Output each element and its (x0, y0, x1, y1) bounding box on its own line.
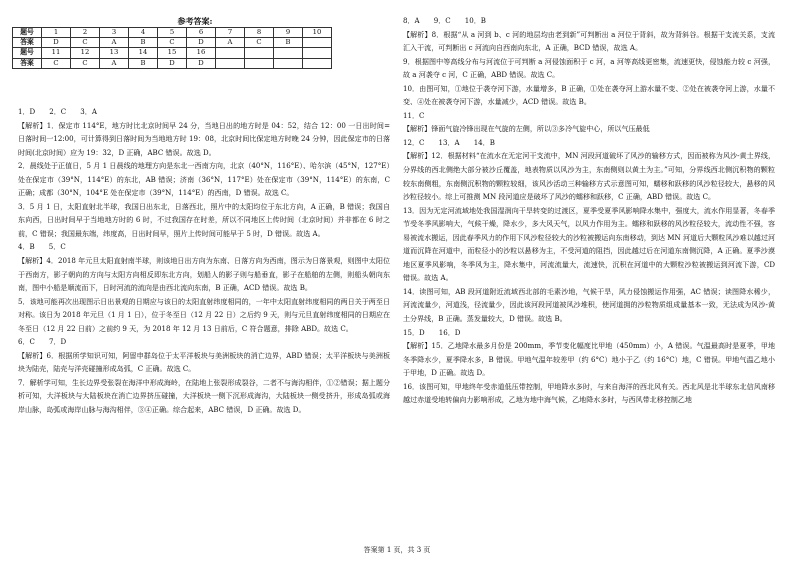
table-cell: 3 (100, 28, 129, 38)
table-cell: C (42, 58, 71, 68)
table-cell: A (216, 38, 245, 48)
row-label: 题号 (13, 28, 42, 38)
table-cell (303, 48, 332, 58)
row-label: 题号 (13, 48, 42, 58)
table-cell (216, 58, 245, 68)
table-cell (303, 58, 332, 68)
analysis-paragraph: 5．该地可能再次出现图示日出景观的日期应与该日的太阳直射纬度相同的，一年中太阳直射纬度相同的两日关于两至日对称。该日为 2018 年元旦（1 月 1 日），位于冬至日（12 月 22 日）之后约 9 天，则与元旦直射纬度相同的日期应在冬至日（12 月 22 日前）之前约 9 天，为 2018 年 12 月 13 日前后，C 符合题意，排除 ABD。故选 C。 (18, 296, 390, 333)
table-cell: A (100, 38, 129, 48)
analysis-paragraph: 7．解析学可知，生长边界受张裂在海洋中形成海岭，在陆地上张裂形成裂谷，二者不与海沟相伴，①②错误；据上题分析可知，大洋板块与大陆板块在消亡边界挤压碰撞，大洋板块一侧下沉形成海沟，大陆板块一侧受挤升，形成岛弧或海岸山脉，岛弧或海岸山脉与海沟相伴，③④正确。综合起来，ABC 错误，D 正确。故选 D。 (18, 377, 390, 415)
answer-line: 6．C 7．D (18, 337, 67, 347)
table-cell: 4 (129, 28, 158, 38)
table-cell: 9 (274, 28, 303, 38)
row-label: 答案 (13, 58, 42, 68)
left-column (18, 105, 390, 417)
analysis-paragraph: 【解析】6．根据所学知识可知，阿留申群岛位于太平洋板块与美洲板块的消亡边界，ABD 错误；太平洋板块与美洲板块为陆壳，陆壳与洋壳碰撞形成岛弧，C 正确。故选 C。 (18, 350, 390, 374)
analysis-paragraph: 3．5 月 1 日，太阳直射北半球，我国日出东北，日落西北，照片中的太阳均位于东北方向，A 正确，B 错误；我国自东向西，日出时间早于当地地方时的 6 时，不过我国存在时差，所以不同地区上传时间（北京时间）并非都在 6 时之前，C 错误；我国最东端，纬度高，日出时间早，照片上传时间可能早于 5 时，D 错误。故选 A。 (18, 201, 390, 238)
table-cell: 2 (71, 28, 100, 38)
table-cell: 8 (245, 28, 274, 38)
table-cell: B (129, 58, 158, 68)
table-cell: C (71, 58, 100, 68)
answer-key-title: 参考答案: (177, 16, 213, 26)
analysis-paragraph: 14．读图可知，AB 段河道附近流域西北部的毛素沙地，气候干旱，风力侵蚀搬运作用强，AC 错误；读图降水稀少，河流流量少，河道浅，径流量少，因此该河段河道被风沙堆积，使河道拥的沙粒物质组成量基本一致，无法成为风沙-黄土分界线，B 正确。蒸发量较大，D 错误。故选 B。 (403, 286, 775, 324)
right-column (403, 14, 775, 407)
table-cell: D (42, 38, 71, 48)
table-cell: B (274, 38, 303, 48)
answer-line: 15．D 16．D (403, 327, 461, 337)
table-cell: D (158, 58, 187, 68)
analysis-paragraph: 13．因为无定河流域地处我国湿润向干旱转变的过渡区，夏季受夏季风影响降水集中，强度大，流水作用显著，冬春季节受冬季风影响大，气候干燥，降水少，多大风天气，以风力作用为主。蠕移和跃移的风沙粒径较大，流动性不强，容易被流水搬运，因此春季风力的作用下风沙粒径较大的沙粒被搬运向东南移动，到达 MN 河道后大颗粒风沙难以越过河道而沉降在河道中，而粒径小的沙粒以悬移为主，不受河道的阻挡，因此越过后在河道东南侧沉降，A 正确。夏季沙漠地区夏季风影响，冬季风为主，降水集中，河流流量大，流速快，沉积在河道中的大颗粒沙粒被搬运到河流下游，CD 错误。故选 A。 (403, 205, 775, 283)
row-label: 答案 (13, 38, 42, 48)
table-cell: 11 (42, 48, 71, 58)
analysis-paragraph: 【解析】4．2018 年元旦太阳直射南半球，则该地日出方向为东南、日落方向为西南，图示为日落景观，则图中太阳位于西南方，影子朝向的方向与太阳方向相反即东北方向，划船人的影子则与船垂直，影子在船舶的左侧，则船头朝向东南，图中小船是顺流而下，日时河流的流向是由西北流向东南，B 正确，ACD 错误。故选 B。 (18, 256, 390, 293)
table-cell: B (129, 38, 158, 48)
table-cell: 10 (303, 28, 332, 38)
table-row (13, 28, 332, 38)
analysis-paragraph: 9．根据图中等高线分布与河流位于可判断 a 河侵蚀面积于 c 河，a 河等高线更密集，流速更快，侵蚀能力较 c 河强，故 a 河袭夺 c 河，C 正确，ABD 错误。故选 C。 (403, 56, 775, 80)
table-cell (245, 58, 274, 68)
table-cell: C (158, 38, 187, 48)
analysis-paragraph: 10．由图可知，①地位于袭夺河下游，水量增多，B 正确，①处在袭夺河上游水量不变、②处在被袭夺河上游，水量不变、④处在被袭夺河下游，水量减少，ACD 错误。故选 B。 (403, 83, 775, 107)
analysis-paragraph: 【解析】15．乙地降水最多月份是 200mm，季节变化幅度比甲地（450mm）小，A 错误。气温最高时是夏季，甲地冬季降水少，夏季降水多，B 错误。甲地气温年较差甲（约 6°C）地小于乙（约 16°C）地，C 错误。甲地气温乙地小于甲地，D 正确。故选 D。 (403, 341, 775, 378)
analysis-paragraph: 【解析】8．根据“从 a 河到 b、c 河的地层均由老到新”可判断出 a 河位于背斜，故为背斜谷。根据干支流关系，支流汇入干流，可判断出 c 河流向自西南向东北，A 正确，BCD 错误，故选 A。 (403, 29, 775, 53)
table-cell: A (100, 58, 129, 68)
table-row (13, 58, 332, 68)
table-cell (274, 48, 303, 58)
answer-line: 12．C 13．A 14．B (403, 137, 495, 147)
table-cell (216, 48, 245, 58)
answer-line: 4．B 5．C (18, 242, 66, 252)
table-cell: 6 (187, 28, 216, 38)
analysis-paragraph: 【解析】1．保定市 114°E，地方时比北京时间早 24 分，当地日出的地方时是 04：52，结合 12：00 一日出时间=日落时间一12:00，可计算得到日落时间为当地地方时 19：08，北京时间比保定地方时晚 24 分钟，因此保定市的日落时间(北京时间）应为 19：32，D 正确，ABC 错误。故选 D。 (18, 120, 390, 157)
analysis-paragraph: 2．晨线处于正值日，5 月 1 日晨线的地理方向是东北一西南方向，北京（40°N，116°E）、哈尔滨（45°N，127°E）处在保定市（39°N，114°E）的东北，AB 错误；济南（36°N，117°E）处在保定市（39°N，114°E）的东南，C 正确；成都（30°N，104°E 处在保定市（39°N，114°E）的西南，D 错误。故选 C。 (18, 161, 390, 198)
table-cell (303, 38, 332, 48)
analysis-paragraph: 【解析】锋面气旋冷锋出现在气旋的左侧，所以③多冷气旋中心，所以气压最低 (403, 124, 650, 134)
answer-line: 8．A 9．C 10．B (403, 16, 486, 25)
page-footer: 答案第 1 页，共 3 页 (363, 546, 431, 554)
analysis-paragraph: 【解析】12．根据材料“在流水在无定河干支流中，MN 河段河道破坏了风沙的输移方式，因而被称为风沙-黄土界线，分界线的西北侧绝大部分被沙丘覆盖，地表物质以风沙为主，东南侧则以黄土为主。”可知，分界线西北侧沉积物的颗粒较东南侧粗，东南侧沉积物的颗粒较细，该风沙活动三种输移方式示意图可知，蠕移和跃移的风沙粒径较大，悬移的风沙粒径较小。综上可推测 MN 段河道应是破坏了风沙的蠕移和跃移，C 正确，ABD 错误。故选 C。 (403, 151, 775, 202)
table-cell: C (245, 38, 274, 48)
table-cell (274, 58, 303, 68)
table-row (13, 48, 332, 58)
table-cell: 14 (129, 48, 158, 58)
table-cell: 1 (42, 28, 71, 38)
table-cell: 5 (158, 28, 187, 38)
table-row (13, 38, 332, 48)
answer-line: 11．C (403, 110, 425, 120)
table-cell: 13 (100, 48, 129, 58)
table-cell: D (187, 38, 216, 48)
answer-key-table (12, 27, 332, 69)
table-cell: 16 (187, 48, 216, 58)
table-cell (245, 48, 274, 58)
answer-line: 1．D 2．C 3．A (18, 107, 97, 116)
table-cell: 12 (71, 48, 100, 58)
analysis-paragraph: 16．该图可知，甲地终年受赤道低压带控制，甲地降水多时，与来自海洋的西北风有关。西北风是北半球东北信风南移越过赤道受地转偏向力影响形成，乙地为地中海气候，乙地降水多时，与西风带北移控制乙地 (403, 381, 775, 405)
table-cell: D (187, 58, 216, 68)
table-cell: C (71, 38, 100, 48)
table-cell: 7 (216, 28, 245, 38)
table-cell: 15 (158, 48, 187, 58)
